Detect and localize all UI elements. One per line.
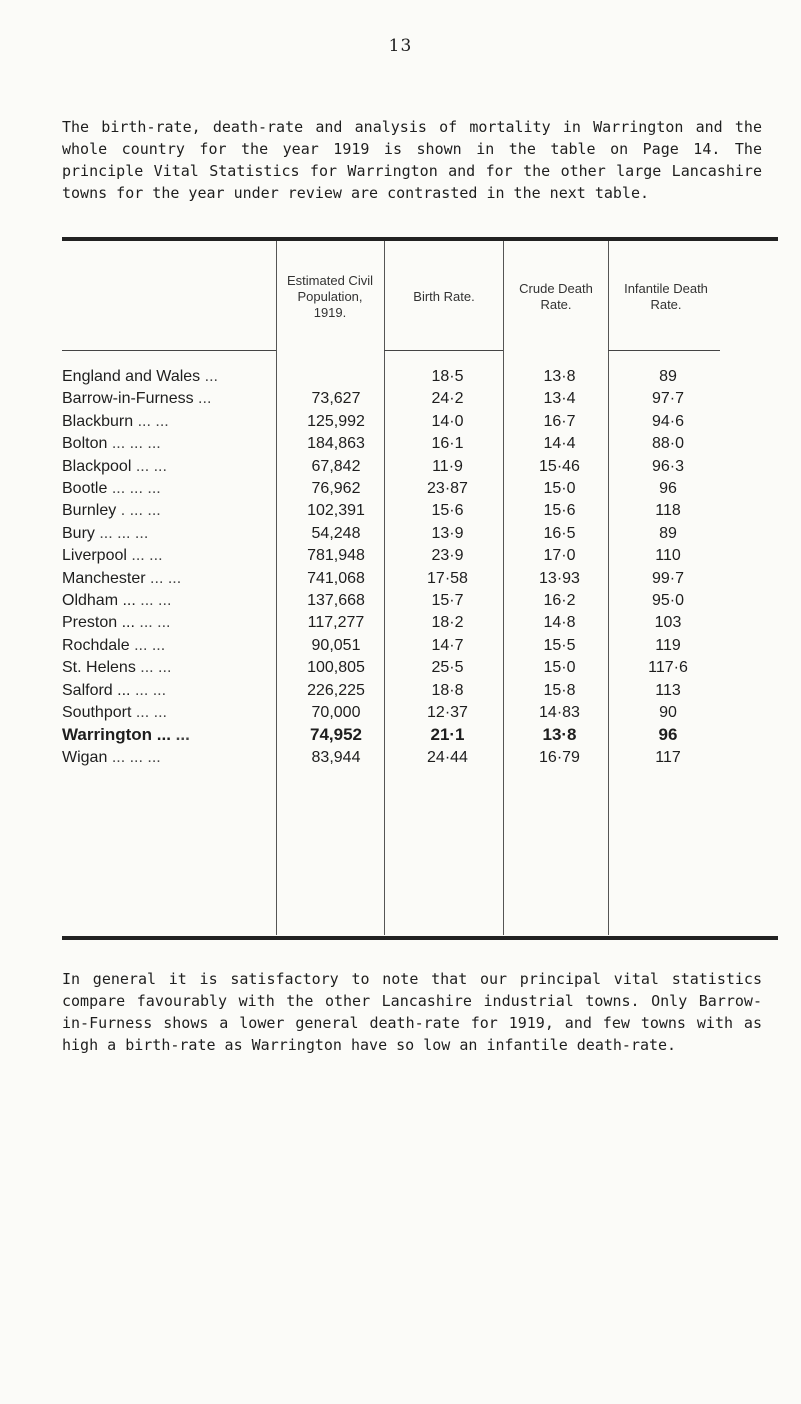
cell-birth-rate: 15·6	[431, 502, 464, 520]
town-label: Wigan	[62, 748, 108, 766]
leader-dots: ... ... ...	[111, 748, 161, 766]
leader-dots: ... ...	[134, 681, 167, 699]
cell-birth-rate: 24·44	[427, 748, 468, 766]
table-row	[62, 612, 778, 634]
town-label: St. Helens	[62, 659, 136, 677]
cell-population: 54,248	[311, 524, 361, 542]
town-name	[62, 388, 272, 410]
leader-dots: ...	[198, 390, 212, 408]
table-bottom-rule	[62, 936, 778, 940]
cell-infantile: 99·7	[651, 569, 685, 587]
town-name	[62, 433, 272, 455]
cell-population: 67,842	[311, 457, 361, 475]
table-row	[62, 366, 778, 388]
cell-infantile: 89	[659, 524, 677, 542]
cell-death-rate: 15·0	[543, 659, 576, 677]
town-name	[62, 612, 272, 634]
leader-dots: ... ... ...	[111, 435, 161, 453]
town-name	[62, 456, 272, 478]
leader-dots: ... ...	[150, 569, 182, 587]
leader-dots: . ... ...	[120, 502, 161, 520]
header-underline	[384, 350, 503, 351]
cell-death-rate: 13·8	[542, 725, 577, 745]
cell-death-rate: 16·79	[539, 748, 580, 766]
leader-dots: ... ...	[140, 659, 172, 677]
cell-birth-rate: 23·9	[431, 547, 464, 565]
table-top-rule	[62, 237, 778, 241]
cell-death-rate: 14·4	[543, 435, 576, 453]
cell-population: 102,391	[307, 502, 365, 520]
town-label: Salford ...	[62, 681, 131, 699]
leader-dots: ... ... ...	[99, 524, 149, 542]
town-name	[62, 366, 272, 388]
page-number: 13	[388, 36, 413, 56]
cell-infantile: 103	[654, 614, 682, 632]
cell-death-rate: 16·5	[543, 524, 576, 542]
cell-birth-rate: 17·58	[427, 569, 468, 587]
cell-population: 70,000	[311, 704, 361, 721]
town-name	[62, 568, 272, 590]
table-row	[62, 568, 778, 590]
cell-population: 125,992	[307, 412, 365, 430]
cell-infantile: 119	[655, 636, 681, 654]
cell-death-rate: 14·8	[543, 614, 576, 632]
leader-dots: ... ...	[131, 547, 163, 565]
cell-birth-rate: 14·0	[431, 412, 464, 430]
town-label: Warrington ...	[62, 725, 171, 745]
cell-death-rate: 15·0	[543, 480, 576, 497]
table-row	[62, 724, 778, 746]
table-row	[62, 478, 778, 500]
town-label: Preston ...	[62, 614, 135, 632]
header-crude-death-rate: Crude Death Rate.	[519, 281, 593, 312]
cell-birth-rate: 18·2	[431, 614, 464, 632]
cell-population: 741,068	[307, 569, 365, 587]
cell-infantile: 96·3	[651, 457, 685, 475]
cell-infantile: 117	[655, 748, 681, 766]
cell-death-rate: 13·93	[539, 569, 580, 587]
town-name	[62, 747, 272, 769]
cell-infantile: 97·7	[651, 390, 685, 408]
cell-population: 117,277	[307, 614, 365, 632]
cell-infantile: 90	[659, 704, 677, 721]
cell-infantile: 95·0	[651, 592, 685, 609]
table-row	[62, 590, 778, 612]
cell-population: 83,944	[311, 748, 361, 766]
leader-dots: ...	[175, 725, 190, 745]
town-label: Burnley	[62, 502, 117, 520]
intro-paragraph: The birth-rate, death-rate and analysis of mortality in Warrington and the whole country for the year 1919 is shown in the table on Page 14. The principle Vital Statistics for Warrington and for the other large Lancashire towns for the year under review are contrasted in the next table.	[62, 118, 762, 202]
leader-dots: ... ...	[139, 614, 171, 632]
cell-death-rate: 15·46	[539, 457, 580, 475]
table-row	[62, 523, 778, 545]
leader-dots: ... ...	[135, 457, 167, 475]
town-label: Liverpool	[62, 547, 127, 565]
town-label: Bolton	[62, 435, 108, 453]
town-name	[62, 635, 272, 657]
cell-population: 184,863	[307, 435, 365, 453]
table-row	[62, 747, 778, 769]
cell-birth-rate: 14·7	[431, 636, 464, 654]
town-label: England and Wales	[62, 368, 201, 385]
cell-infantile: 88·0	[651, 435, 685, 453]
cell-infantile: 117·6	[648, 659, 688, 677]
table-row	[62, 657, 778, 679]
table-row	[62, 411, 778, 433]
cell-birth-rate: 15·7	[431, 592, 464, 609]
leader-dots: ... ...	[134, 636, 166, 654]
header-underline	[62, 350, 276, 351]
cell-death-rate: 17·0	[543, 547, 576, 565]
cell-birth-rate: 23·87	[427, 480, 468, 497]
cell-birth-rate: 13·9	[431, 524, 464, 542]
town-name	[62, 702, 272, 724]
town-name	[62, 500, 272, 522]
table-row	[62, 702, 778, 724]
cell-death-rate: 15·5	[543, 636, 576, 654]
table-row	[62, 545, 778, 567]
cell-infantile: 96	[659, 480, 677, 497]
header-population: Estimated Civil Population, 1919.	[287, 273, 373, 320]
leader-dots: ... ...	[140, 592, 172, 609]
town-name	[62, 590, 272, 612]
cell-birth-rate: 16·1	[431, 435, 464, 453]
leader-dots: ... ... ...	[111, 480, 161, 497]
cell-death-rate: 15·8	[543, 681, 576, 699]
town-label: Bury	[62, 524, 95, 542]
cell-birth-rate: 24·2	[431, 390, 464, 408]
town-name	[62, 680, 272, 702]
town-name	[62, 411, 272, 433]
cell-infantile: 96	[658, 725, 678, 745]
table-row	[62, 500, 778, 522]
header-underline	[608, 350, 720, 351]
cell-population: 73,627	[311, 390, 361, 408]
cell-infantile: 89	[659, 368, 677, 385]
cell-birth-rate: 12·37	[427, 704, 468, 721]
cell-population: 100,805	[307, 659, 365, 677]
cell-infantile: 94·6	[651, 412, 685, 430]
town-label: Blackpool	[62, 457, 132, 475]
cell-death-rate: 16·7	[543, 412, 576, 430]
table-row	[62, 433, 778, 455]
town-label: Blackburn	[62, 412, 134, 430]
closing-paragraph: In general it is satisfactory to note that our principal vital statistics compare favourably with the other Lancashire industrial towns. Only Barrow-in-Furness shows a lower general death-rate for 1919, and few towns with as high a birth-rate as Warrington have so low an infantile death-rate.	[62, 970, 762, 1054]
table-row	[62, 456, 778, 478]
town-label: Rochdale	[62, 636, 130, 654]
table-row	[62, 388, 778, 410]
town-name	[62, 523, 272, 545]
town-name	[62, 657, 272, 679]
cell-death-rate: 13·4	[543, 390, 576, 408]
cell-birth-rate: 25·5	[431, 659, 464, 677]
cell-population: 74,952	[310, 725, 362, 745]
leader-dots: ... ...	[135, 704, 167, 721]
town-name	[62, 724, 272, 746]
cell-population: 90,051	[311, 636, 361, 654]
table-row	[62, 635, 778, 657]
cell-population: 76,962	[311, 480, 361, 497]
cell-population: 781,948	[307, 547, 365, 565]
cell-death-rate: 16·2	[543, 592, 576, 609]
cell-birth-rate: 18·5	[431, 368, 464, 385]
cell-population: 226,225	[307, 681, 365, 699]
town-label: Bootle	[62, 480, 108, 497]
town-name	[62, 545, 272, 567]
cell-birth-rate: 18·8	[431, 681, 464, 699]
cell-infantile: 110	[655, 547, 681, 565]
cell-birth-rate: 21·1	[430, 725, 465, 745]
town-label: Southport	[62, 704, 132, 721]
cell-infantile: 113	[655, 681, 681, 699]
cell-infantile: 118	[655, 502, 681, 520]
table-row	[62, 680, 778, 702]
cell-population: 137,668	[307, 592, 365, 609]
header-birth-rate: Birth Rate.	[413, 289, 475, 304]
leader-dots: ... ...	[137, 412, 169, 430]
leader-dots: ...	[204, 368, 218, 385]
header-infantile-death-rate: Infantile Death Rate.	[624, 281, 708, 312]
town-label: Manchester	[62, 569, 146, 587]
town-label: Barrow-in-Furness	[62, 390, 194, 408]
town-name	[62, 478, 272, 500]
cell-birth-rate: 11·9	[432, 457, 463, 475]
town-label: Oldham ...	[62, 592, 136, 609]
cell-death-rate: 14·83	[539, 704, 580, 721]
cell-death-rate: 15·6	[543, 502, 576, 520]
cell-death-rate: 13·8	[543, 368, 576, 385]
